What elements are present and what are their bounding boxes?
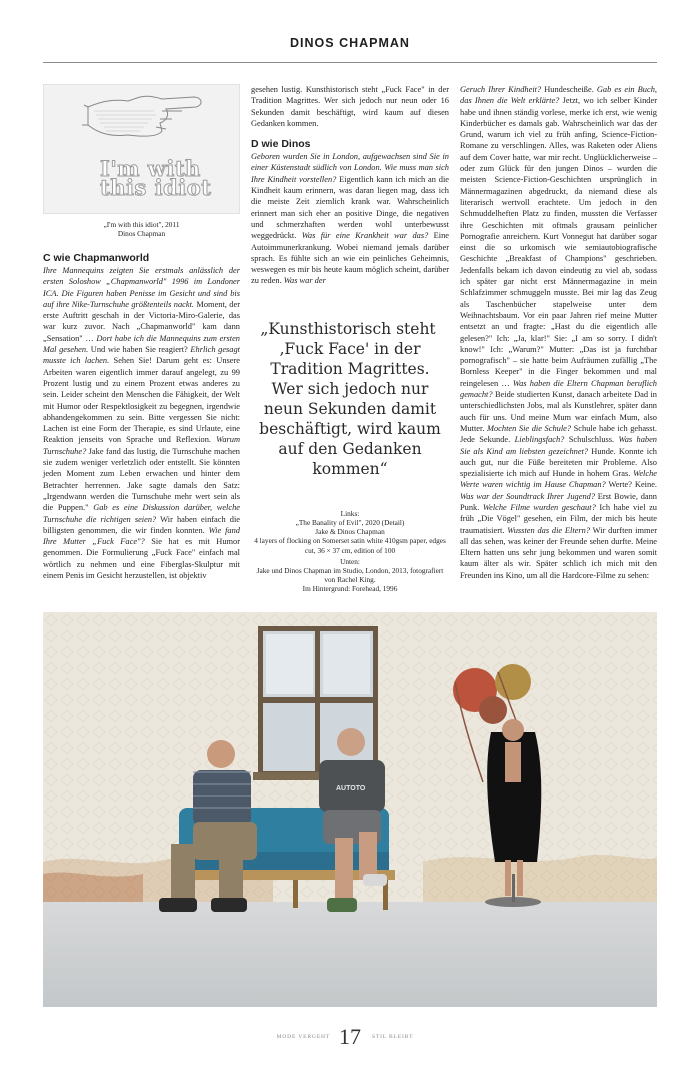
artwork-caption bbox=[43, 220, 240, 238]
answer: Eigentlich kann ich mich an die Kindheit kaum erinnern, was daran liegen mag, dass ich die meiste Zeit ziemlich krank war. Wahrscheinlich erinnert man sich eher an positive Dinge, die negativen und schmerzhaften werden wohl unterbewusst weggedrückt. bbox=[251, 174, 449, 241]
tshirt-text: AUTOTO bbox=[336, 785, 366, 792]
answer: Schulschluss. bbox=[564, 435, 619, 445]
page-title: DINOS CHAPMAN bbox=[290, 36, 410, 50]
question: Was haben die Eltern Chapman beruflich gemacht? bbox=[460, 378, 657, 400]
body-text bbox=[460, 84, 657, 581]
question: Was haben Sie als Kind am liebsten gezeichnet? bbox=[460, 435, 657, 456]
credit-line: 4 layers of flocking on Somerset satin white 410gsm paper, edges cut, 36 × 37 cm, edition of 100 bbox=[254, 536, 446, 555]
question: Mochten Sie die Schule? bbox=[487, 423, 572, 433]
question: Welche Werte waren wichtig im Hause Chapman? bbox=[460, 469, 657, 490]
studio-photograph bbox=[43, 612, 657, 1007]
question: Wie fand Ihre Mutter „Fuck Face"? bbox=[43, 525, 240, 547]
header-rule bbox=[43, 62, 657, 63]
answer: Eine Autoimmunerkrankung. Wobei niemand jemals darüber sprach. Es fühlte sich an wie ein peinliches Geheimnis, weswegen es mir bis heute kaum möglich scheint, darüber zu reden. bbox=[251, 231, 449, 286]
caption-line: Dinos Chapman bbox=[117, 229, 166, 238]
question: Geboren wurden Sie in London, aufgewachsen sind Sie in einer Küstenstadt südlich von London. Wie muss man sich Ihre Kindheit vorstellen? bbox=[251, 152, 449, 184]
artwork-image bbox=[43, 84, 240, 214]
answer: Jetzt, wo ich selber Kinder habe und ihnen ständig vorlese, merke ich erst, wie wenig Kinderbücher es damals gab. Wahrscheinlich war das der Grund, warum ich viel zu früh anfing, Science-Fiction-Romane zu verschlingen. Alles, was Raketen oder Aliens auf dem Cover hatte, war mir recht. Unglücklicherweise – oder zum Glück für den jungen Dinos – wurden die meisten Science-Fiction-Geschichten ursprünglich in Männermagazinen abgedruckt, da niemand diese als literarisch wertvoll erachtete. Um jedoch in den Schmuddelheften Platz zu finden, mussten die Verfasser ihre Geschichten mit oftmals grausam peinlicher Pornografie anreichern. Kurt Vonnegut hat darüber sogar einst die so urkomisch wie semiautobiografische Geschichte „Breakfast of Champions" geschrieben. Jedenfalls bekam ich davon eindeutig zu viel ab, sodass ich später gar nicht erst Männermagazine in mein Schlafzimmer schmuggeln musste. Bei mir lag das Zeug als Taschenbücher stapelweise unter dem Weihnachtsbaum. Vor ein paar Jahren rief meine Mutter entsetzt an und fragte: „Hast du die eigentlich alle gelesen?" Ich: „Ja, klar!" Sie: „I am so sorry. I didn't know!" Ich: „Warum?" Mutter: „Das ist ja furchtbar pornografisch" – sie hatte beim Aufräumen zufällig „The Bornless Keeper" in die Finger bekommen und mal reingelesen … bbox=[460, 96, 657, 388]
artwork-lettering: I'm with this idiot bbox=[100, 156, 212, 200]
answer: Und wie haben Sie reagiert? bbox=[88, 345, 191, 355]
answer: Schule habe ich gehasst. Jede Sekunde. bbox=[460, 423, 657, 445]
body-text: gesehen lustig. Kunsthistorisch steht „Fuck Face" in der Tradition Magrittes. Wer sich jedoch nur neun oder 16 Sekunden damit beschäftigt, wird kaum auf diesen Gedanken kommen. bbox=[251, 85, 449, 128]
credit-line: „The Banality of Evil", 2020 (Detail) bbox=[295, 517, 405, 527]
column-3 bbox=[460, 84, 657, 581]
body-text bbox=[43, 265, 240, 581]
answer: Hunde. Konnte ich auch gut, nur die Füße bereiteten mir Probleme. Also spezialisierte ich mich auf Hunde in hohem Gras. bbox=[460, 446, 657, 479]
footer-right-text: STIL BLEIBT bbox=[372, 1034, 414, 1040]
question: Gab es eine Diskussion darüber, welche Turnschuhe die richtigen seien? bbox=[43, 503, 240, 524]
answer: Jake fand das lustig, die Turnschuhe machen sie zudem weniger verletzlich oder entstellt. Sie könnten jeden Moment zum Leben erwachen und hinter dem Betrachter herrennen. Jake sagte damals den Satz: „Irgendwann werden die Turnschuhe mehr wert sein als die Puppen." bbox=[43, 446, 240, 513]
image-credits bbox=[251, 509, 449, 594]
body-text bbox=[251, 151, 449, 287]
column-1 bbox=[43, 84, 240, 581]
answer: Beide studierten Kunst, danach arbeitete Dad in unterschiedlichsten Jobs, mal als Kunstlehrer, später dann auch für uns. Und meine Mum war einfach Mum, also Mutter. bbox=[460, 390, 657, 433]
answer: Moment, der erste Auftritt geschah in der Victoria-Miro-Galerie, das war kurz zuvor. Nach „Chapmanworld" kam dann „Sensation" … bbox=[43, 299, 240, 343]
question: Dort habe ich die Mannequins zum ersten Mal gesehen. bbox=[43, 333, 240, 355]
question: Welche Filme wurden geschaut? bbox=[482, 502, 596, 512]
answer: Erst Bowie, dann Punk. bbox=[460, 491, 657, 512]
studio-scene bbox=[43, 612, 657, 1007]
credit-line: Jake und Dinos Chapman im Studio, London, 2013, fotografiert von Rachel King. bbox=[256, 565, 444, 585]
pull-quote: „Kunsthistorisch steht ‚Fuck Face' in der Tradition Magrittes. Wer sich jedoch nur neun Sekunden damit beschäftigt, wird kaum auf den Gedanken kommen“ bbox=[259, 319, 441, 478]
question: Lieblingsfach? bbox=[514, 435, 565, 445]
footer-left-text: MODE VERGEHT bbox=[276, 1034, 330, 1040]
answer: Wir durften immer all das sehen, was keiner der Freunde sehen durfte. Meine Eltern hatten uns sehr jung bekommen und waren somit kaum älter als wir. Später schlich ich mich mit den Freunden ins Kino, um all die Hardcore-Filme zu sehen: bbox=[460, 525, 657, 580]
credit-line: Links: bbox=[340, 508, 360, 518]
answer: Ich habe viel zu früh „Die Vögel" gesehen, ein Film, der mich bis heute traumatisiert. bbox=[460, 502, 657, 535]
credit-line: Unten: bbox=[340, 556, 360, 566]
section-title-c: C wie Chapmanworld bbox=[43, 252, 150, 264]
question: Wussten das die Eltern? bbox=[507, 525, 591, 535]
page-number: 17 bbox=[339, 1024, 361, 1049]
question: Warum Turnschuhe? bbox=[43, 435, 240, 456]
question: Ihre Mannequins zeigten Sie erstmals anlässlich der ersten Soloshow „Chapmanworld" 1996 im Londoner ICA. Die Figuren haben Penisse im Gesicht und sind bis auf ihre Nike-Turnschuhe größtenteils nackt. bbox=[43, 266, 240, 309]
credit-line: Jake & Dinos Chapman bbox=[315, 527, 385, 537]
answer: Sehen Sie! Darum geht es: Unsere Arbeiten waren eigentlich immer darauf angelegt, zu 99 Prozent lustig und zu einem Prozent etwas anderes zu sein. Leider scheint den Menschen die Fähigkeit, der Welt mit Humor oder Respektlosigkeit zu begegnen, irgendwie abhandengekommen zu sein. Bitte vergessen Sie nicht: Lachen ist eine Form der Therapie, es sind Urlaute, eine Reaktion jenseits von Sprache und Reflexion. bbox=[43, 356, 240, 445]
question: Was für eine Krankheit war das? bbox=[301, 231, 429, 241]
caption-line: „I'm with this idiot", 2011 bbox=[103, 220, 180, 229]
answer: Sie hat es mit Humor genommen. Die Formulierung „Fuck Face" einfach mal wörtlich zu nehmen und eine Fiberglas-Skulptur mit einem Penis im Gesicht herzustellen, ist objektiv bbox=[43, 537, 240, 581]
page-header bbox=[0, 0, 700, 62]
question: Gab es ein Buch, das Ihnen die Welt erklärte? bbox=[460, 85, 657, 106]
answer: Werte? Keine. bbox=[605, 480, 657, 490]
section-title-d: D wie Dinos bbox=[251, 138, 311, 151]
question: Ehrlich gesagt musste ich lachen. bbox=[43, 345, 240, 366]
question: Was war der bbox=[283, 276, 326, 286]
page-footer bbox=[0, 1024, 700, 1054]
question: Was war der Soundtrack Ihrer Jugend? bbox=[460, 491, 596, 501]
column-2 bbox=[251, 84, 449, 594]
credit-line: Im Hintergrund: Forehead, 1996 bbox=[302, 584, 398, 594]
answer: Hundescheiße. bbox=[541, 85, 597, 94]
question: Geruch Ihrer Kindheit? bbox=[460, 85, 542, 94]
answer: Wir haben einfach die billigsten genommen, die wir finden konnten. bbox=[43, 514, 241, 535]
